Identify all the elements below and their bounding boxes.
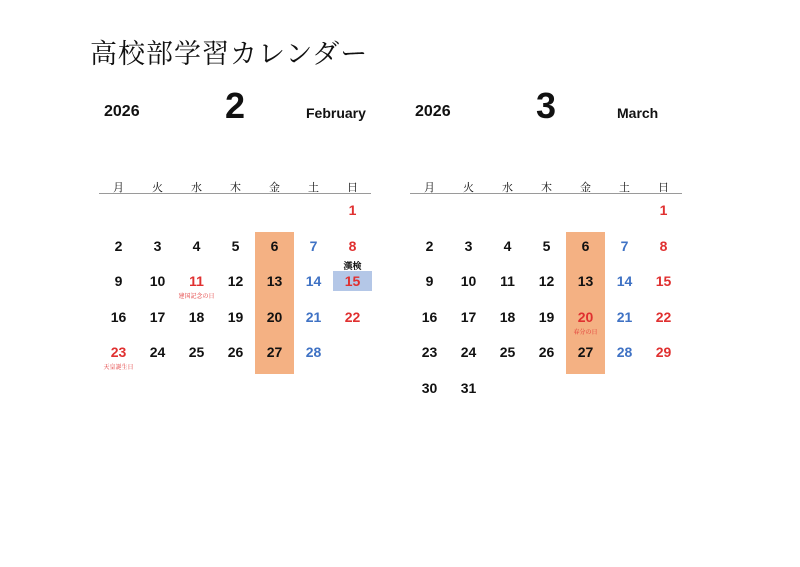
weekday-mon: 月 [113, 181, 124, 194]
weekday-tue: 火 [152, 181, 163, 194]
calendar-day: 20 [577, 308, 594, 325]
weekday-header [99, 179, 371, 194]
weekday-wed: 水 [191, 181, 202, 194]
calendar-day: 23 [421, 344, 438, 360]
calendar-title: 高校部学習カレンダー [90, 39, 369, 70]
calendar-march [410, 85, 682, 398]
calendar-month-number: 2 [224, 85, 246, 126]
calendar-day: 7 [620, 237, 629, 254]
calendar-day: 14 [616, 273, 633, 289]
calendar-day: 12 [227, 273, 244, 289]
calendar-day: 16 [110, 308, 127, 325]
calendar-day: 10 [460, 273, 477, 289]
calendar-day: 29 [655, 344, 672, 360]
calendar-year: 2026 [415, 103, 451, 120]
calendar-day: 17 [460, 308, 477, 325]
calendar-day: 12 [538, 273, 555, 289]
calendar-day: 26 [538, 344, 555, 360]
calendar-day: 24 [149, 344, 166, 360]
weekday-fri: 金 [580, 181, 591, 194]
calendar-day: 27 [577, 344, 594, 360]
calendar-day: 4 [503, 237, 512, 254]
weekday-thu: 木 [541, 181, 552, 194]
calendar-day: 28 [305, 344, 322, 360]
calendar-day: 11 [500, 273, 515, 289]
calendar-day: 19 [227, 308, 244, 325]
calendar-day: 17 [149, 308, 166, 325]
calendar-day: 15 [655, 273, 672, 289]
weekday-sun: 日 [658, 181, 669, 194]
calendar-day: 13 [577, 273, 594, 289]
holiday-label: 天皇誕生日 [103, 364, 134, 371]
calendar-day: 2 [425, 237, 434, 254]
calendar-day: 22 [344, 308, 361, 325]
calendar-day: 10 [149, 273, 166, 289]
calendar-day: 6 [581, 237, 590, 254]
weekday-sun: 日 [347, 181, 358, 194]
calendar-day: 30 [421, 379, 438, 396]
calendar-day: 19 [538, 308, 555, 325]
calendar-grid [410, 196, 682, 406]
event-label: 漢検 [343, 262, 362, 272]
calendar-day: 22 [655, 308, 672, 325]
calendar-day: 8 [659, 237, 668, 254]
calendar-day: 14 [305, 273, 322, 289]
weekday-sat: 土 [308, 181, 319, 194]
weekday-tue: 火 [463, 181, 474, 194]
weekday-fri: 金 [269, 181, 280, 194]
calendar-day: 24 [460, 344, 477, 360]
calendar-month-number: 3 [535, 85, 557, 126]
calendar-day: 21 [616, 308, 633, 325]
calendar-day: 8 [348, 237, 357, 254]
calendar-day: 11 [189, 273, 204, 289]
calendar-february [99, 85, 371, 398]
calendar-day: 1 [348, 202, 357, 218]
calendar-day: 27 [266, 344, 283, 360]
calendar-day: 9 [114, 273, 123, 289]
holiday-label: 建国記念の日 [178, 293, 215, 300]
calendar-day: 16 [421, 308, 438, 325]
calendar-day: 3 [153, 237, 162, 254]
calendar-day: 25 [188, 344, 205, 360]
calendar-day: 4 [192, 237, 201, 254]
calendar-grid [99, 196, 371, 406]
calendar-day: 25 [499, 344, 516, 360]
calendar-month-name: February [306, 105, 366, 121]
calendar-day: 2 [114, 237, 123, 254]
calendar-day: 18 [499, 308, 516, 325]
calendar-day: 31 [460, 379, 477, 396]
weekday-header [410, 179, 682, 194]
calendar-day: 6 [270, 237, 279, 254]
weekday-mon: 月 [424, 181, 435, 194]
calendar-day: 21 [305, 308, 322, 325]
holiday-label: 春分の日 [573, 328, 598, 336]
calendar-day: 18 [188, 308, 205, 325]
weekday-sat: 土 [619, 181, 630, 194]
calendar-day: 5 [231, 237, 240, 254]
calendar-day: 9 [425, 273, 434, 289]
calendar-day: 13 [266, 273, 283, 289]
calendar-day: 7 [309, 237, 318, 254]
calendar-year: 2026 [104, 103, 140, 120]
calendar-month-name: March [617, 105, 659, 121]
weekday-thu: 木 [230, 181, 241, 194]
calendar-day: 26 [227, 344, 244, 360]
calendar-day: 28 [616, 344, 633, 360]
calendar-day: 3 [464, 237, 473, 254]
weekday-wed: 水 [502, 181, 513, 194]
calendar-day: 20 [266, 308, 283, 325]
calendar-day: 23 [110, 344, 127, 360]
calendar-day: 1 [659, 202, 668, 218]
calendar-day: 5 [542, 237, 551, 254]
calendar-day: 15 [344, 273, 361, 289]
